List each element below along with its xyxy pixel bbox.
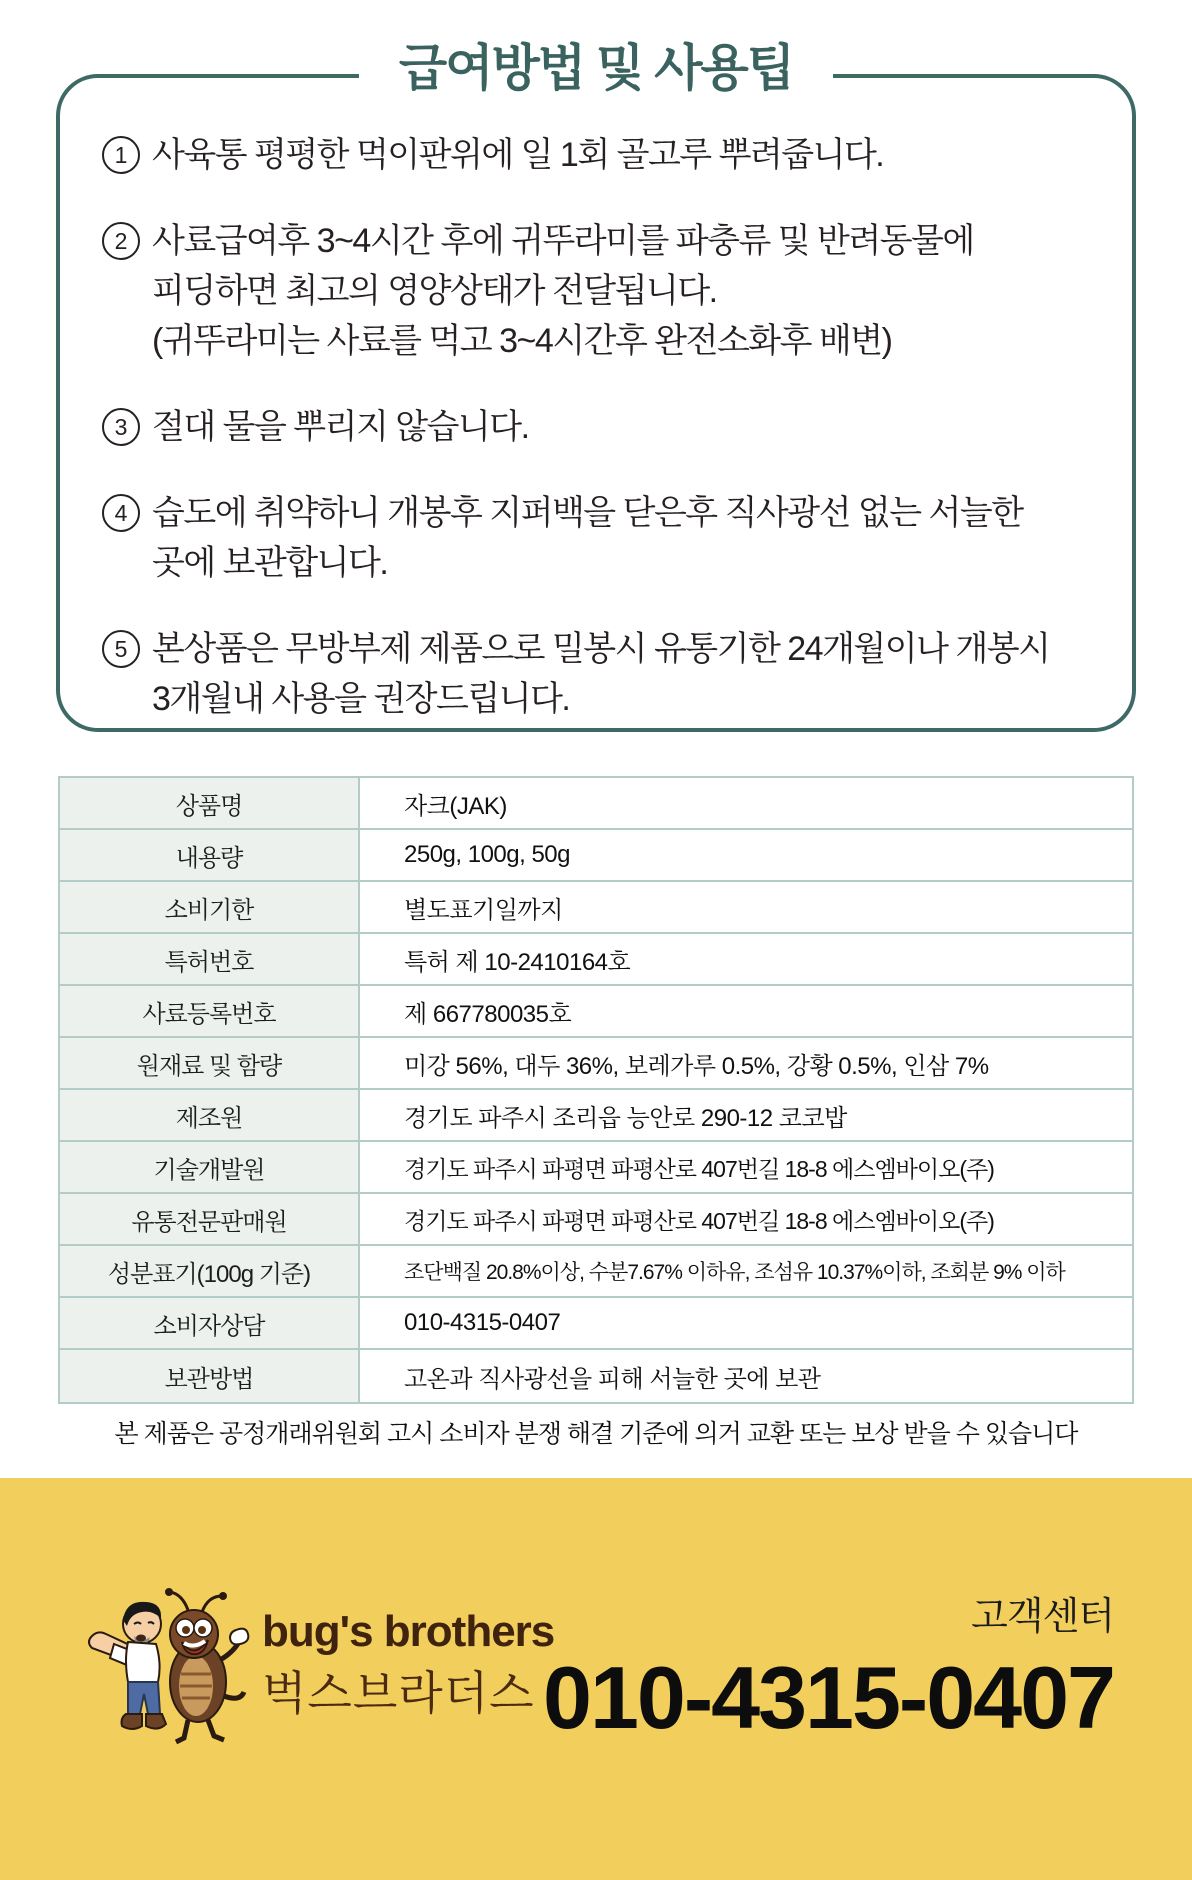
text-line: 본상품은 무방부제 제품으로 밀봉시 유통기한 24개월이나 개봉시 [152,630,1050,668]
text-line: (귀뚜라미는 사료를 먹고 3~4시간후 완전소화후 배변) [152,322,892,360]
row-value: 조단백질 20.8%이상, 수분7.67% 이하유, 조섬유 10.37%이하, 조회분 9% 이하 [404,1261,1065,1284]
row-value: 미강 56%, 대두 36%, 보레가루 0.5%, 강황 0.5%, 인삼 7% [404,1052,989,1080]
row-value: 경기도 파주시 조리읍 능안로 290-12 코코밥 [404,1104,847,1132]
tip-item [102,624,1106,724]
customer-phone-number: 010-4315-0407 [543,1648,1114,1747]
feeding-tips-panel [56,40,1136,732]
tip-text [152,130,1106,180]
table-row [60,934,1132,986]
tip-text [152,488,1106,588]
row-value: 경기도 파주시 파평면 파평산로 407번길 18-8 에스엠바이오(주) [404,1155,994,1182]
exchange-note: 본 제품은 공정개래위원회 고시 소비자 분쟁 해결 기준에 의거 교환 또는 보상 받을 수 있습니다 [114,1420,1078,1448]
tip-number-badge: 2 [102,222,140,260]
table-row [60,1038,1132,1090]
row-label: 성분표기(100g 기준) [60,1246,360,1296]
bugs-brothers-mascot-logo [84,1586,256,1748]
table-row [60,986,1132,1038]
tip-number-badge: 1 [102,136,140,174]
tip-text [152,216,1106,366]
row-label: 기술개발원 [60,1142,360,1192]
row-value: 010-4315-0407 [404,1309,561,1336]
text-line: 3개월내 사용을 권장드립니다. [152,680,570,718]
table-row [60,1194,1132,1246]
row-label: 소비기한 [60,882,360,932]
row-value: 경기도 파주시 파평면 파평산로 407번길 18-8 에스엠바이오(주) [404,1207,994,1234]
tip-item [102,402,1106,452]
brand-name-ko: 벅스브라더스 [262,1667,535,1719]
tip-item [102,488,1106,588]
row-label: 보관방법 [60,1350,360,1402]
text-line: 피딩하면 최고의 영양상태가 전달됩니다. [152,272,717,310]
page-title: 급여방법 및 사용팁 [359,38,833,98]
row-label: 특허번호 [60,934,360,984]
text-line: 사육통 평평한 먹이판위에 일 1회 골고루 뿌려줍니다. [152,136,884,174]
tip-text [152,624,1106,724]
row-label: 원재료 및 함량 [60,1038,360,1088]
brand-name-en: bug's brothers [262,1607,555,1656]
tip-item [102,130,1106,180]
customer-center-label: 고객센터 [971,1596,1114,1638]
table-row [60,1298,1132,1350]
row-value: 특허 제 10-2410164호 [404,948,631,976]
row-label: 내용량 [60,830,360,880]
tips-title-wrap [60,38,1132,98]
row-value: 별도표기일까지 [404,896,563,924]
row-label: 유통전문판매원 [60,1194,360,1244]
text-line: 곳에 보관합니다. [152,544,388,582]
tip-number-badge: 3 [102,408,140,446]
row-value: 250g, 100g, 50g [404,841,570,868]
table-row [60,882,1132,934]
row-label: 상품명 [60,778,360,828]
row-value: 고온과 직사광선을 피해 서늘한 곳에 보관 [404,1365,821,1393]
table-row [60,1246,1132,1298]
brand-text-block [262,1606,554,1720]
tip-text [152,402,1106,452]
product-info-table [58,776,1134,1404]
table-row [60,1142,1132,1194]
table-row [60,778,1132,830]
row-value: 자크(JAK) [404,792,507,820]
text-line: 사료급여후 3~4시간 후에 귀뚜라미를 파충류 및 반려동물에 [152,222,974,260]
tip-item [102,216,1106,366]
row-label: 제조원 [60,1090,360,1140]
table-row [60,1350,1132,1402]
tips-list [102,130,1106,760]
table-row [60,1090,1132,1142]
row-label: 소비자상담 [60,1298,360,1348]
row-value: 제 667780035호 [404,1000,572,1028]
brand-footer [0,1478,1192,1880]
tip-number-badge: 5 [102,630,140,668]
tip-number-badge: 4 [102,494,140,532]
customer-center-block [543,1594,1114,1747]
row-label: 사료등록번호 [60,986,360,1036]
text-line: 습도에 취약하니 개봉후 지퍼백을 닫은후 직사광선 없는 서늘한 [152,494,1023,532]
text-line: 절대 물을 뿌리지 않습니다. [152,408,529,446]
table-row [60,830,1132,882]
